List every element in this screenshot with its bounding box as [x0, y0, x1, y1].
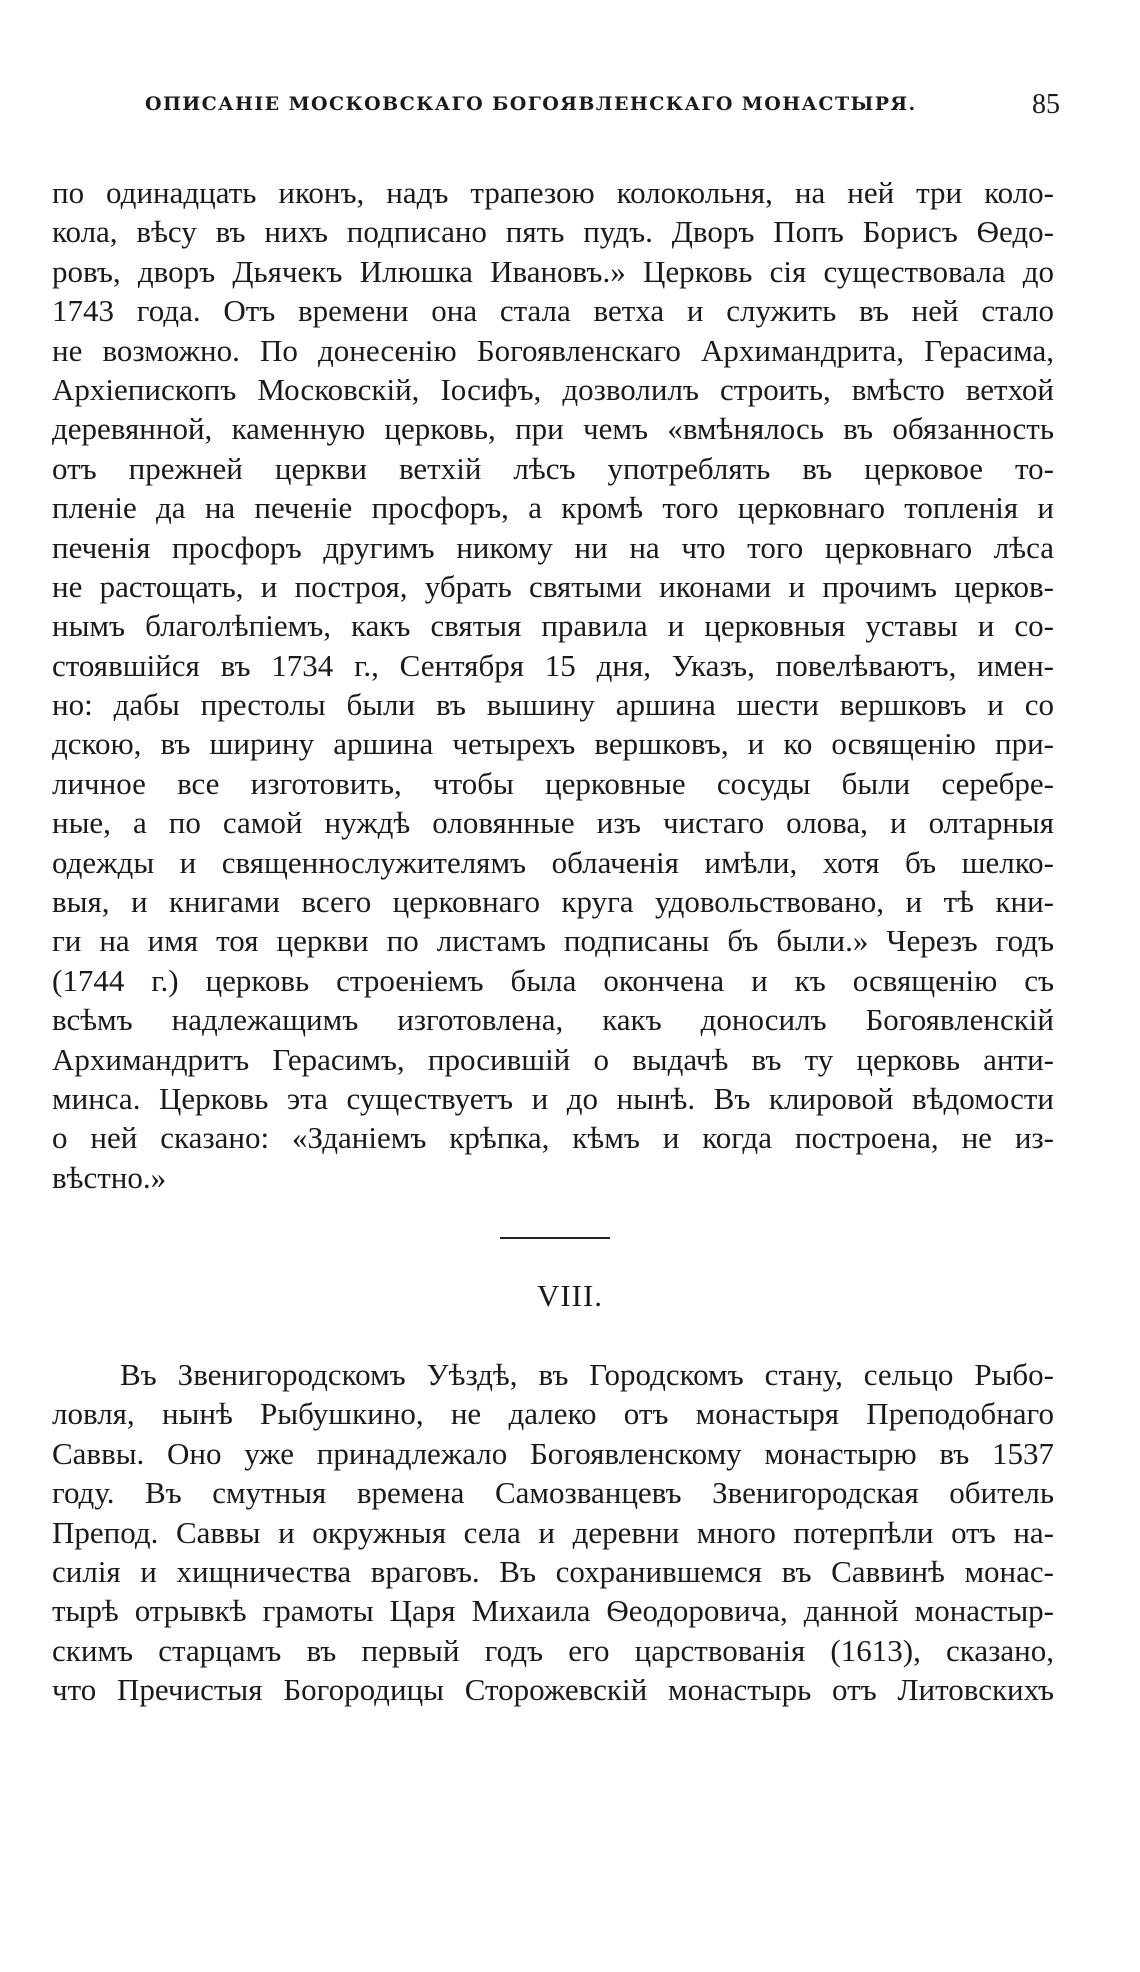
- text-line: не возможно. По донесенію Богоявленскаго Архимандрита, Герасима,: [52, 332, 1054, 368]
- text-line: ные, а по самой нуждѣ оловянные изъ чистаго олова, и олтарныя: [52, 805, 1054, 841]
- text-line: печенія просфоръ другимъ никому ни на что того церковнаго лѣса: [52, 529, 1054, 565]
- paragraph-church-history: [52, 173, 1054, 1197]
- text-line: ги на имя тоя церкви по листамъ подписаны бъ были.» Черезъ годъ: [52, 923, 1054, 959]
- text-line: отъ прежней церкви ветхій лѣсъ употреблять въ церковое то-: [52, 450, 1054, 486]
- text-line: (1744 г.) церковь строеніемъ была окончена и къ освященію съ: [52, 962, 1054, 998]
- text-line: деревянной, каменную церковь, при чемъ «вмѣнялось въ обязанность: [52, 411, 1054, 447]
- text-line: скимъ старцамъ въ первый годъ его царствованія (1613), сказано,: [52, 1632, 1054, 1668]
- text-line: по одинадцать иконъ, надъ трапезою колокольня, на ней три коло-: [52, 175, 1054, 210]
- text-line: дскою, въ ширину аршина четырехъ вершковъ, и ко освященію при-: [52, 726, 1054, 762]
- text-line: ловля, нынѣ Рыбушкино, не далеко отъ монастыря Преподобнаго: [52, 1396, 1054, 1432]
- text-line: Въ Звенигородскомъ Уѣздѣ, въ Городскомъ стану, сельцо Рыбо-: [120, 1357, 1054, 1392]
- text-line: стоявшійся въ 1734 г., Сентября 15 дня, Указъ, повелѣваютъ, имен-: [52, 647, 1054, 683]
- text-line: минса. Церковь эта существуетъ и до нынѣ. Въ клировой вѣдомости: [52, 1080, 1054, 1116]
- text-line: кола, вѣсу въ нихъ подписано пять пудъ. Дворъ Попъ Борисъ Ѳедо-: [52, 214, 1054, 250]
- text-line: о ней сказано: «Зданіемъ крѣпка, кѣмъ и когда построена, не из-: [52, 1120, 1054, 1156]
- text-line: всѣмъ надлежащимъ изготовлена, какъ доносилъ Богоявленскій: [52, 1002, 1054, 1038]
- section-divider: [500, 1237, 610, 1239]
- text-line: тырѣ отрывкѣ грамоты Царя Михаила Ѳеодоровича, данной монастыр-: [52, 1593, 1054, 1629]
- text-line: силія и хищничества враговъ. Въ сохранившемся въ Саввинѣ монас-: [52, 1553, 1054, 1589]
- text-line: но: дабы престолы были въ вышину аршина шести вершковъ и со: [52, 687, 1054, 723]
- text-line: нымъ благолѣпіемъ, какъ святыя правила и церковныя уставы и со-: [52, 608, 1054, 644]
- text-line: 1743 года. Отъ времени она стала ветха и служить въ ней стало: [52, 293, 1054, 329]
- text-line: Архіепископъ Московскій, Іосифъ, дозволилъ строить, вмѣсто ветхой: [52, 371, 1054, 407]
- text-line: Препод. Саввы и окружныя села и деревни много потерпѣли отъ на-: [52, 1514, 1054, 1550]
- text-line: не растощать, и построя, убрать святыми иконами и прочимъ церков-: [52, 568, 1054, 604]
- paragraph-rybushkino: [52, 1355, 1054, 1710]
- running-head: [145, 89, 1060, 127]
- text-line: Саввы. Оно уже принадлежало Богоявленскому монастырю въ 1537: [52, 1435, 1054, 1471]
- page-number: 85: [1032, 89, 1060, 120]
- text-line: Архимандритъ Герасимъ, просившій о выдачѣ въ ту церковь анти-: [52, 1041, 1054, 1077]
- text-line: личное все изготовить, чтобы церковные сосуды были серебре-: [52, 765, 1054, 801]
- text-line: ровъ, дворъ Дьячекъ Илюшка Ивановъ.» Церковь сія существовала до: [52, 253, 1054, 289]
- section-heading: VIII.: [536, 1278, 604, 1313]
- text-line: что Пречистыя Богородицы Сторожевскій монастырь отъ Литовскихъ: [52, 1672, 1054, 1708]
- text-line: году. Въ смутныя времена Самозванцевъ Звенигородская обитель: [52, 1475, 1054, 1511]
- text-line: одежды и священнослужителямъ облаченія имѣли, хотя бъ шелко-: [52, 844, 1054, 880]
- text-line: вѣстно.»: [52, 1159, 167, 1195]
- text-line: пленіе да на печеніе просфоръ, а кромѣ того церковнаго топленія и: [52, 490, 1054, 526]
- running-title: ОПИСАНІЕ МОСКОВСКАГО БОГОЯВЛЕНСКАГО МОНАСТЫРЯ.: [145, 93, 917, 115]
- text-line: выя, и книгами всего церковнаго круга удовольствовано, и тѣ кни-: [52, 884, 1054, 920]
